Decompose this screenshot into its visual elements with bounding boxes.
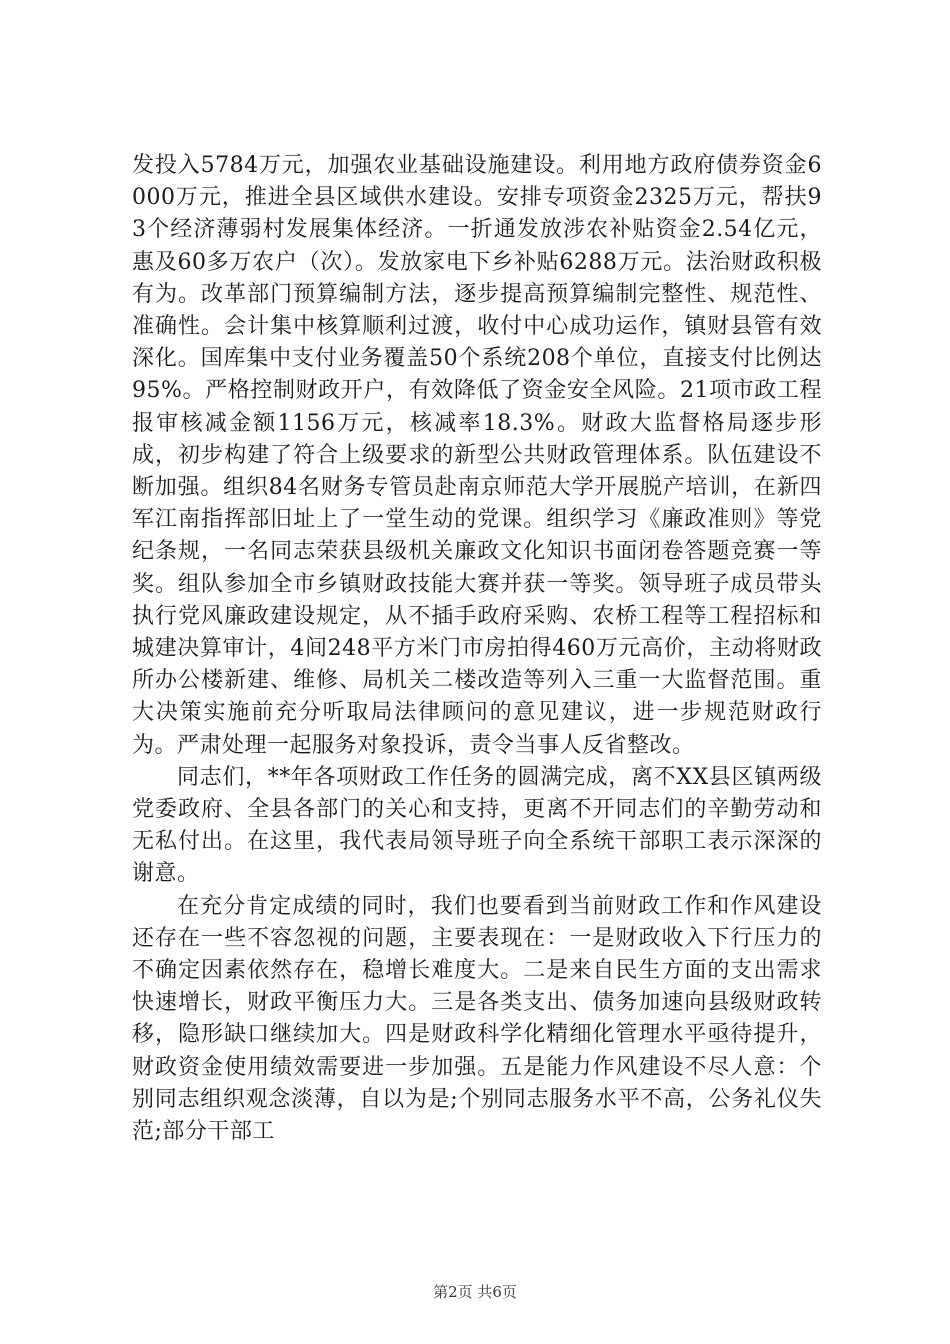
page-number-footer: 第2页 共6页 [433,1283,517,1301]
paragraph-3: 在充分肯定成绩的同时，我们也要看到当前财政工作和作风建设还存在一些不容忽视的问题，主要表现在：一是财政收入下行压力的不确定因素依然存在，稳增长难度大。二是来自民生方面的支出需求快速增长，财政平衡压力大。三是各类支出、债务加速向县级财政转移，隐形缺口继续加大。四是财政科学化精细化管理水平亟待提升，财政资金使用绩效需要进一步加强。五是能力作风建设不尽人意：个别同志组织观念淡薄，自以为是;个别同志服务水平不高，公务礼仪失范;部分干部工 [132,893,822,1145]
paragraph-1: 发投入5784万元，加强农业基础设施建设。利用地方政府债券资金6000万元，推进全县区域供水建设。安排专项资金2325万元，帮扶93个经济薄弱村发展集体经济。一折通发放涉农补贴资金2.54亿元，惠及60多万农户（次）。发放家电下乡补贴6288万元。法治财政积极有为。改革部门预算编制方法，逐步提高预算编制完整性、规范性、准确性。会计集中核算顺利过渡，收付中心成功运作，镇财县管有效深化。国库集中支付业务覆盖50个系统208个单位，直接支付比例达95%。严格控制财政开户，有效降低了资金安全风险。21项市政工程报审核减金额1156万元，核减率18.3%。财政大监督格局逐步形成，初步构建了符合上级要求的新型公共财政管理体系。队伍建设不断加强。组织84名财务专管员赴南京师范大学开展脱产培训，在新四军江南指挥部旧址上了一堂生动的党课。组织学习《廉政准则》等党纪条规，一名同志荣获县级机关廉政文化知识书面闭卷答题竞赛一等奖。组队参加全市乡镇财政技能大赛并获一等奖。领导班子成员带头执行党风廉政建设规定，从不插手政府采购、农桥工程等工程招标和城建决算审计，4间248平方米门市房拍得460万元高价，主动将财政所办公楼新建、维修、局机关二楼改造等列入三重一大监督范围。重大决策实施前充分听取局法律顾问的意见建议，进一步规范财政行为。严肃处理一起服务对象投诉，责令当事人反省整改。 [132,153,822,758]
document-body [132,150,822,1148]
paragraph-2: 同志们，**年各项财政工作任务的圆满完成，离不XX县区镇两级党委政府、全县各部门的关心和支持，更离不开同志们的辛勤劳动和无私付出。在这里，我代表局领导班子向全系统干部职工表示深深的谢意。 [132,764,822,887]
